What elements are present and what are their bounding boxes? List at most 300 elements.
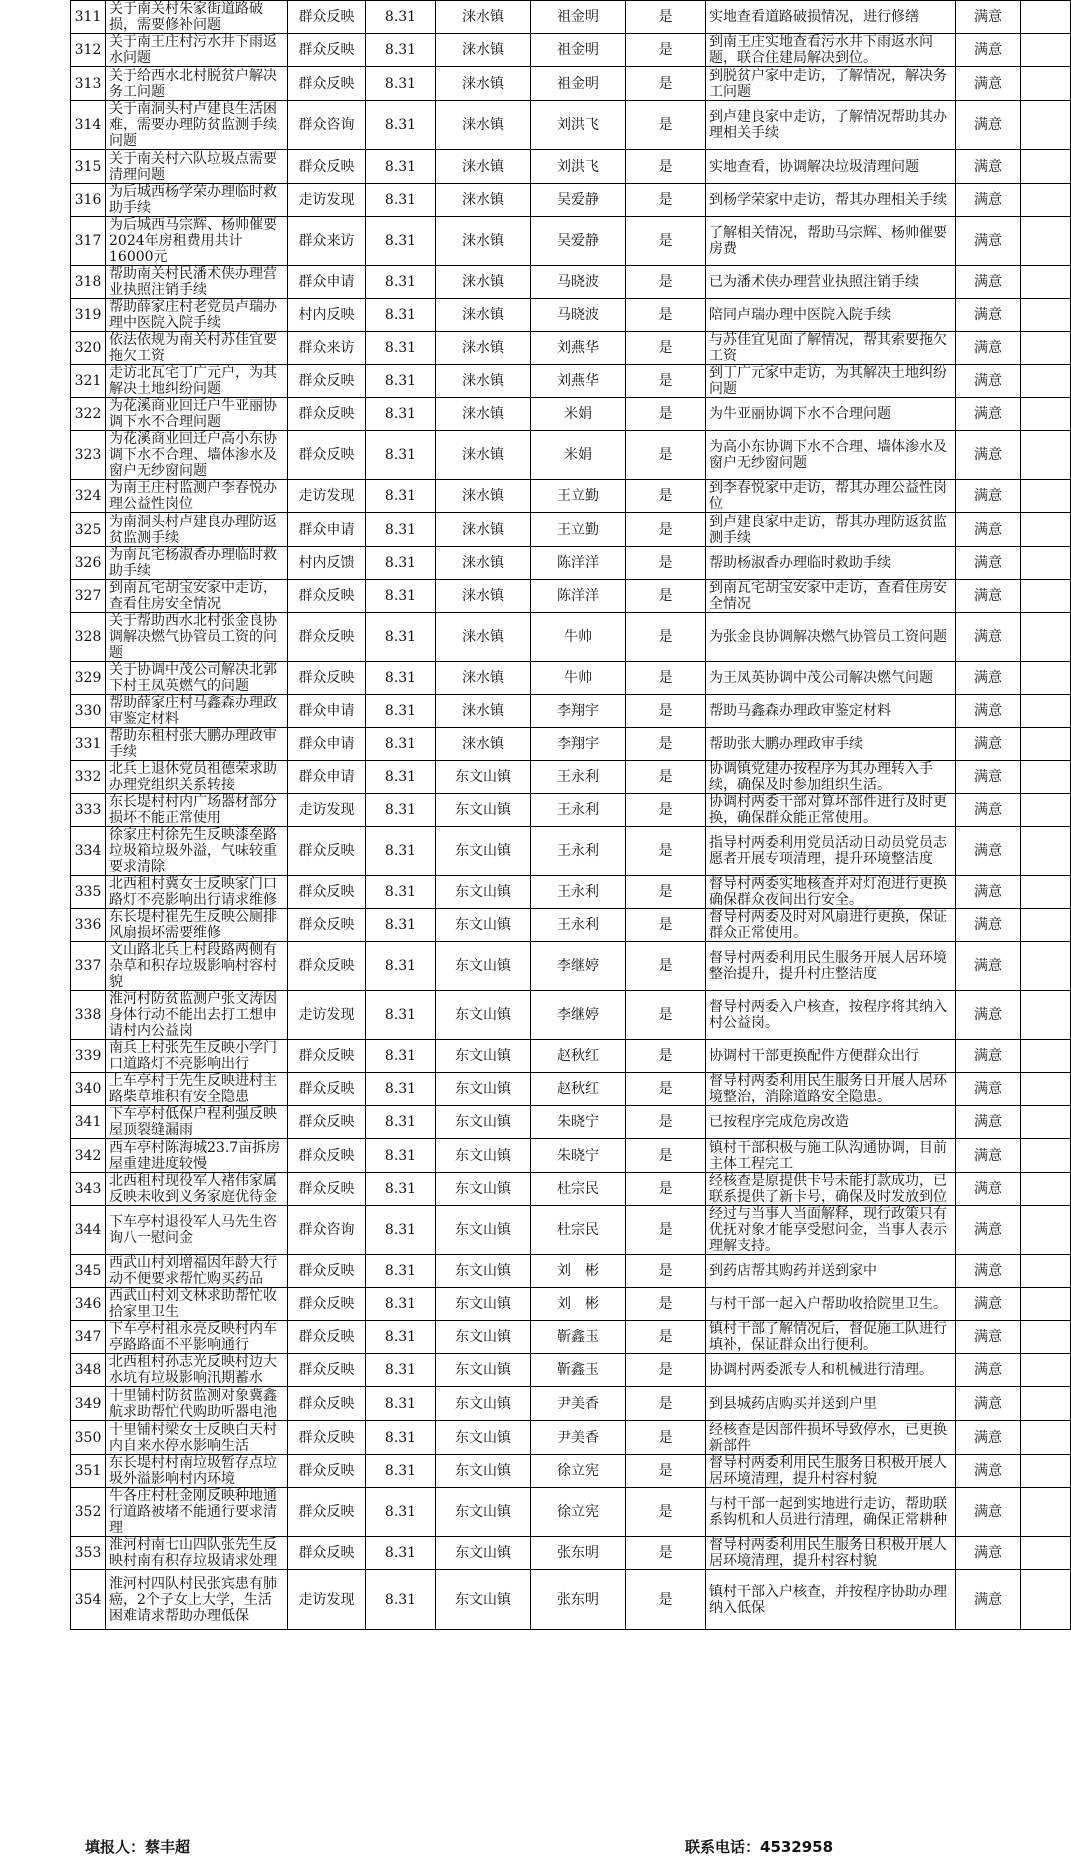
row-matter: 帮助东租村张大鹏办理政审手续 (106, 728, 288, 761)
row-result: 满意 (956, 480, 1021, 513)
row-matter: 淮河村四队村民张宾患有肺癌，2个子女上大学，生活困难请求帮助办理低保 (106, 1570, 288, 1630)
table-row (71, 1, 1071, 34)
row-result: 满意 (956, 1570, 1021, 1630)
row-matter: 北西租村现役军人褚伟家属反映未收到义务家庭优待金 (106, 1173, 288, 1206)
row-town: 涞水镇 (436, 266, 531, 299)
row-result: 满意 (956, 942, 1021, 991)
row-number: 349 (71, 1387, 106, 1421)
row-result: 满意 (956, 1387, 1021, 1421)
row-action: 与村干部一起到实地进行走访，帮助联系钩机和人员进行清理，确保正常耕种 (706, 1488, 956, 1537)
row-handler: 李翔宇 (531, 695, 626, 728)
row-town: 涞水镇 (436, 398, 531, 431)
row-resolved-flag: 是 (626, 827, 706, 876)
row-action: 为牛亚丽协调下水不合理问题 (706, 398, 956, 431)
row-matter: 西车亭村陈海城23.7亩拆房屋重建进度较慢 (106, 1139, 288, 1173)
row-result: 满意 (956, 1139, 1021, 1173)
row-blank-cell (1021, 217, 1071, 266)
row-date: 8.31 (366, 1206, 436, 1255)
row-result: 满意 (956, 1288, 1021, 1321)
row-source-type: 群众反映 (288, 1354, 366, 1387)
row-action: 到县城药店购买并送到户里 (706, 1387, 956, 1421)
row-date: 8.31 (366, 365, 436, 398)
row-handler: 王永利 (531, 794, 626, 827)
row-blank-cell (1021, 1173, 1071, 1206)
row-town: 涞水镇 (436, 728, 531, 761)
row-action: 指导村两委利用党员活动日动员党员志愿者开展专项清理，提升环境整洁度 (706, 827, 956, 876)
table-row (71, 1173, 1071, 1206)
row-resolved-flag: 是 (626, 299, 706, 332)
row-resolved-flag: 是 (626, 909, 706, 942)
row-number: 339 (71, 1040, 106, 1073)
row-blank-cell (1021, 398, 1071, 431)
row-resolved-flag: 是 (626, 332, 706, 365)
row-town: 东文山镇 (436, 1537, 531, 1570)
row-blank-cell (1021, 1455, 1071, 1488)
row-number: 319 (71, 299, 106, 332)
row-date: 8.31 (366, 1570, 436, 1630)
table-row (71, 1570, 1071, 1630)
row-source-type: 群众反映 (288, 1073, 366, 1106)
row-resolved-flag: 是 (626, 1288, 706, 1321)
row-blank-cell (1021, 299, 1071, 332)
row-blank-cell (1021, 662, 1071, 695)
row-action: 协调镇党建办按程序为其办理转入手续，确保及时参加组织生活。 (706, 761, 956, 794)
row-resolved-flag: 是 (626, 67, 706, 101)
row-result: 满意 (956, 794, 1021, 827)
row-number: 328 (71, 613, 106, 662)
table-row (71, 150, 1071, 184)
row-action: 已按程序完成危房改造 (706, 1106, 956, 1139)
row-blank-cell (1021, 1255, 1071, 1288)
row-matter: 北兵上退休党员祖德荣求助办理党组织关系转接 (106, 761, 288, 794)
row-result: 满意 (956, 1073, 1021, 1106)
row-matter: 东长堤村村南垃圾暂存点垃圾外溢影响村内环境 (106, 1455, 288, 1488)
row-source-type: 走访发现 (288, 1570, 366, 1630)
row-resolved-flag: 是 (626, 101, 706, 150)
row-town: 东文山镇 (436, 827, 531, 876)
row-source-type: 群众反映 (288, 1387, 366, 1421)
contact-phone: 联系电话：4532958 (685, 1838, 834, 1856)
row-source-type: 群众反映 (288, 1, 366, 34)
row-number: 322 (71, 398, 106, 431)
row-result: 满意 (956, 728, 1021, 761)
row-number: 323 (71, 431, 106, 480)
table-row (71, 728, 1071, 761)
row-resolved-flag: 是 (626, 1, 706, 34)
row-blank-cell (1021, 1387, 1071, 1421)
row-blank-cell (1021, 1, 1071, 34)
row-source-type: 群众反映 (288, 1488, 366, 1537)
row-handler: 王永利 (531, 827, 626, 876)
row-action: 督导村两委利用民生服务日积极开展人居环境清理，提升村容村貌 (706, 1537, 956, 1570)
row-blank-cell (1021, 480, 1071, 513)
row-matter: 关于给西水北村脱贫户解决务工问题 (106, 67, 288, 101)
table-row (71, 1206, 1071, 1255)
row-number: 324 (71, 480, 106, 513)
table-row (71, 580, 1071, 613)
row-action: 镇村干部入户核查，并按程序协助办理纳入低保 (706, 1570, 956, 1630)
row-resolved-flag: 是 (626, 1537, 706, 1570)
row-matter: 淮河村防贫监测户张文涛因身体行动不能出去打工想申请村内公益岗 (106, 991, 288, 1040)
table-row (71, 34, 1071, 67)
row-matter: 为后城西马宗辉、杨帅催要2024年房租费用共计16000元 (106, 217, 288, 266)
row-handler: 王立勤 (531, 513, 626, 547)
row-matter: 东长堤村村内广场器材部分损坏不能正常使用 (106, 794, 288, 827)
row-date: 8.31 (366, 1354, 436, 1387)
row-resolved-flag: 是 (626, 942, 706, 991)
row-source-type: 群众反映 (288, 431, 366, 480)
row-action: 协调村两委派专人和机械进行清理。 (706, 1354, 956, 1387)
row-action: 与村干部一起入户帮助收拾院里卫生。 (706, 1288, 956, 1321)
row-number: 327 (71, 580, 106, 613)
row-number: 326 (71, 547, 106, 580)
row-handler: 米娟 (531, 431, 626, 480)
table-row (71, 1139, 1071, 1173)
row-blank-cell (1021, 1354, 1071, 1387)
row-blank-cell (1021, 67, 1071, 101)
row-town: 东文山镇 (436, 794, 531, 827)
row-resolved-flag: 是 (626, 1455, 706, 1488)
row-source-type: 群众咨询 (288, 1206, 366, 1255)
row-blank-cell (1021, 827, 1071, 876)
table-row (71, 398, 1071, 431)
row-blank-cell (1021, 1106, 1071, 1139)
row-number: 333 (71, 794, 106, 827)
row-number: 351 (71, 1455, 106, 1488)
row-town: 东文山镇 (436, 1321, 531, 1354)
row-result: 满意 (956, 1488, 1021, 1537)
row-source-type: 村内反映 (288, 299, 366, 332)
table-row (71, 876, 1071, 909)
row-action: 经过与当事人当面解释，现行政策只有优抚对象才能享受慰问金，当事人表示理解支持。 (706, 1206, 956, 1255)
row-handler: 刘 彬 (531, 1255, 626, 1288)
table-row (71, 266, 1071, 299)
table-row (71, 1106, 1071, 1139)
row-town: 东文山镇 (436, 1139, 531, 1173)
row-date: 8.31 (366, 1139, 436, 1173)
row-handler: 刘燕华 (531, 365, 626, 398)
row-town: 东文山镇 (436, 1040, 531, 1073)
row-source-type: 群众申请 (288, 266, 366, 299)
row-source-type: 群众反映 (288, 942, 366, 991)
table-row (71, 547, 1071, 580)
row-handler: 徐立宪 (531, 1488, 626, 1537)
row-resolved-flag: 是 (626, 1073, 706, 1106)
row-date: 8.31 (366, 101, 436, 150)
row-number: 316 (71, 184, 106, 217)
row-action: 到李春悦家中走访，帮其办理公益性岗位 (706, 480, 956, 513)
row-town: 涞水镇 (436, 662, 531, 695)
row-source-type: 群众反映 (288, 876, 366, 909)
row-number: 352 (71, 1488, 106, 1537)
row-town: 东文山镇 (436, 1570, 531, 1630)
row-handler: 祖金明 (531, 1, 626, 34)
row-matter: 为花溪商业回迁户牛亚丽协调下水不合理问题 (106, 398, 288, 431)
row-result: 满意 (956, 991, 1021, 1040)
table-body (71, 1, 1071, 1630)
row-result: 满意 (956, 150, 1021, 184)
row-source-type: 群众反映 (288, 1455, 366, 1488)
row-blank-cell (1021, 1073, 1071, 1106)
row-matter: 南兵上村张先生反映小学门口道路灯不亮影响出行 (106, 1040, 288, 1073)
row-action: 督导村两委利用民生服务开展人居环境整治提升，提升村庄整洁度 (706, 942, 956, 991)
table-row (71, 1421, 1071, 1455)
row-handler: 马晓波 (531, 266, 626, 299)
row-town: 涞水镇 (436, 580, 531, 613)
row-result: 满意 (956, 398, 1021, 431)
row-action: 到南瓦宅胡宝安家中走访，查看住房安全情况 (706, 580, 956, 613)
row-handler: 王立勤 (531, 480, 626, 513)
row-source-type: 走访发现 (288, 794, 366, 827)
row-town: 涞水镇 (436, 332, 531, 365)
row-blank-cell (1021, 101, 1071, 150)
row-matter: 关于南关村六队垃圾点需要清理问题 (106, 150, 288, 184)
row-result: 满意 (956, 266, 1021, 299)
row-date: 8.31 (366, 1537, 436, 1570)
row-matter: 关于南关村朱家街道路破损，需要修补问题 (106, 1, 288, 34)
row-date: 8.31 (366, 1106, 436, 1139)
row-action: 到卢建良家中走访，帮其办理防返贫监测手续 (706, 513, 956, 547)
row-blank-cell (1021, 1040, 1071, 1073)
row-handler: 李翔宇 (531, 728, 626, 761)
row-number: 311 (71, 1, 106, 34)
row-source-type: 走访发现 (288, 991, 366, 1040)
row-action: 到脱贫户家中走访，了解情况，解决务工问题 (706, 67, 956, 101)
row-matter: 关于南王庄村污水井下雨返水问题 (106, 34, 288, 67)
row-source-type: 走访发现 (288, 184, 366, 217)
row-resolved-flag: 是 (626, 34, 706, 67)
row-handler: 王永利 (531, 876, 626, 909)
row-town: 东文山镇 (436, 1288, 531, 1321)
table-row (71, 695, 1071, 728)
row-handler: 徐立宪 (531, 1455, 626, 1488)
row-handler: 刘洪飞 (531, 150, 626, 184)
row-resolved-flag: 是 (626, 480, 706, 513)
row-action: 陪同卢瑞办理中医院入院手续 (706, 299, 956, 332)
row-action: 督导村两委及时对风扇进行更换，保证群众正常使用。 (706, 909, 956, 942)
row-town: 东文山镇 (436, 1206, 531, 1255)
row-handler: 吴爱静 (531, 184, 626, 217)
row-source-type: 群众反映 (288, 34, 366, 67)
row-resolved-flag: 是 (626, 217, 706, 266)
row-handler: 靳鑫玉 (531, 1321, 626, 1354)
row-number: 325 (71, 513, 106, 547)
row-blank-cell (1021, 150, 1071, 184)
row-date: 8.31 (366, 942, 436, 991)
row-resolved-flag: 是 (626, 431, 706, 480)
table-row (71, 761, 1071, 794)
row-handler: 祖金明 (531, 34, 626, 67)
row-handler: 刘燕华 (531, 332, 626, 365)
table-row (71, 1455, 1071, 1488)
row-handler: 李继婷 (531, 942, 626, 991)
row-resolved-flag: 是 (626, 1421, 706, 1455)
row-date: 8.31 (366, 299, 436, 332)
row-resolved-flag: 是 (626, 794, 706, 827)
table-row (71, 184, 1071, 217)
casework-table (70, 0, 1071, 1630)
row-resolved-flag: 是 (626, 1321, 706, 1354)
row-blank-cell (1021, 613, 1071, 662)
row-result: 满意 (956, 184, 1021, 217)
row-source-type: 群众反映 (288, 1537, 366, 1570)
row-matter: 帮助南关村民潘术侠办理营业执照注销手续 (106, 266, 288, 299)
row-action: 协调村两委干部对算坏部件进行及时更换，确保群众能正常使用。 (706, 794, 956, 827)
row-town: 东文山镇 (436, 761, 531, 794)
row-resolved-flag: 是 (626, 613, 706, 662)
row-date: 8.31 (366, 909, 436, 942)
row-resolved-flag: 是 (626, 991, 706, 1040)
row-blank-cell (1021, 431, 1071, 480)
row-resolved-flag: 是 (626, 547, 706, 580)
row-matter: 为南瓦宅杨淑香办理临时救助手续 (106, 547, 288, 580)
row-handler: 王永利 (531, 909, 626, 942)
row-result: 满意 (956, 662, 1021, 695)
row-number: 329 (71, 662, 106, 695)
row-action: 到南王庄实地查看污水井下雨返水问题，联合住建局解决到位。 (706, 34, 956, 67)
row-town: 东文山镇 (436, 909, 531, 942)
reporter-label: 填报人：蔡丰超 (85, 1838, 191, 1856)
row-result: 满意 (956, 1173, 1021, 1206)
row-date: 8.31 (366, 728, 436, 761)
row-result: 满意 (956, 761, 1021, 794)
row-source-type: 群众反映 (288, 909, 366, 942)
row-number: 336 (71, 909, 106, 942)
row-matter: 西武山村刘增福因年龄大行动不便要求帮忙购买药品 (106, 1255, 288, 1288)
row-handler: 米娟 (531, 398, 626, 431)
row-source-type: 群众反映 (288, 1139, 366, 1173)
row-number: 343 (71, 1173, 106, 1206)
row-date: 8.31 (366, 1387, 436, 1421)
row-date: 8.31 (366, 1255, 436, 1288)
row-resolved-flag: 是 (626, 1488, 706, 1537)
row-result: 满意 (956, 299, 1021, 332)
row-source-type: 群众申请 (288, 695, 366, 728)
row-blank-cell (1021, 1321, 1071, 1354)
row-town: 东文山镇 (436, 1106, 531, 1139)
row-source-type: 群众反映 (288, 365, 366, 398)
row-town: 东文山镇 (436, 1421, 531, 1455)
row-town: 涞水镇 (436, 513, 531, 547)
row-blank-cell (1021, 580, 1071, 613)
table-row (71, 1255, 1071, 1288)
row-matter: 帮助薛家庄村马鑫森办理政审鉴定材料 (106, 695, 288, 728)
table-row (71, 909, 1071, 942)
row-source-type: 群众反映 (288, 398, 366, 431)
row-date: 8.31 (366, 794, 436, 827)
row-resolved-flag: 是 (626, 513, 706, 547)
row-source-type: 群众反映 (288, 580, 366, 613)
row-town: 东文山镇 (436, 991, 531, 1040)
row-number: 317 (71, 217, 106, 266)
row-number: 334 (71, 827, 106, 876)
row-handler: 牛帅 (531, 662, 626, 695)
row-matter: 为南王庄村监测户李春悦办理公益性岗位 (106, 480, 288, 513)
row-town: 东文山镇 (436, 942, 531, 991)
row-blank-cell (1021, 513, 1071, 547)
row-action: 经核查是原提供卡号未能打款成功，已联系提供了新卡号，确保及时发放到位 (706, 1173, 956, 1206)
row-result: 满意 (956, 217, 1021, 266)
table-row (71, 67, 1071, 101)
row-number: 345 (71, 1255, 106, 1288)
row-blank-cell (1021, 365, 1071, 398)
row-source-type: 群众反映 (288, 1321, 366, 1354)
row-town: 涞水镇 (436, 184, 531, 217)
row-handler: 杜宗民 (531, 1206, 626, 1255)
row-town: 涞水镇 (436, 217, 531, 266)
row-number: 341 (71, 1106, 106, 1139)
table-row (71, 101, 1071, 150)
row-date: 8.31 (366, 1421, 436, 1455)
row-handler: 赵秋红 (531, 1040, 626, 1073)
row-source-type: 群众申请 (288, 513, 366, 547)
row-result: 满意 (956, 613, 1021, 662)
row-handler: 祖金明 (531, 67, 626, 101)
row-date: 8.31 (366, 827, 436, 876)
row-blank-cell (1021, 184, 1071, 217)
row-resolved-flag: 是 (626, 150, 706, 184)
row-number: 344 (71, 1206, 106, 1255)
row-handler: 赵秋红 (531, 1073, 626, 1106)
row-source-type: 群众反映 (288, 613, 366, 662)
row-matter: 为南洞头村卢建良办理防返贫监测手续 (106, 513, 288, 547)
row-matter: 为花溪商业回迁户高小东协调下水不合理、墙体渗水及窗户无纱窗问题 (106, 431, 288, 480)
row-blank-cell (1021, 1206, 1071, 1255)
row-result: 满意 (956, 909, 1021, 942)
row-resolved-flag: 是 (626, 398, 706, 431)
row-town: 东文山镇 (436, 1073, 531, 1106)
row-action: 镇村干部了解情况后，督促施工队进行填补，保证群众出行便利。 (706, 1321, 956, 1354)
row-number: 330 (71, 695, 106, 728)
row-number: 340 (71, 1073, 106, 1106)
row-blank-cell (1021, 991, 1071, 1040)
row-matter: 关于南洞头村卢建良生活困难，需要办理防贫监测手续问题 (106, 101, 288, 150)
row-action: 到药店帮其购药并送到家中 (706, 1255, 956, 1288)
row-matter: 北西租村冀女士反映家门口路灯不亮影响出行请求维修 (106, 876, 288, 909)
row-town: 涞水镇 (436, 480, 531, 513)
row-number: 347 (71, 1321, 106, 1354)
row-blank-cell (1021, 266, 1071, 299)
row-action: 帮助杨淑香办理临时救助手续 (706, 547, 956, 580)
row-number: 337 (71, 942, 106, 991)
row-town: 东文山镇 (436, 1255, 531, 1288)
row-result: 满意 (956, 67, 1021, 101)
row-number: 342 (71, 1139, 106, 1173)
row-result: 满意 (956, 1255, 1021, 1288)
row-town: 涞水镇 (436, 365, 531, 398)
row-number: 338 (71, 991, 106, 1040)
row-town: 东文山镇 (436, 1173, 531, 1206)
row-date: 8.31 (366, 266, 436, 299)
table-row (71, 827, 1071, 876)
row-town: 涞水镇 (436, 150, 531, 184)
table-row (71, 942, 1071, 991)
row-resolved-flag: 是 (626, 761, 706, 794)
row-result: 满意 (956, 580, 1021, 613)
row-action: 到卢建良家中走访，了解情况帮助其办理相关手续 (706, 101, 956, 150)
row-date: 8.31 (366, 1455, 436, 1488)
row-action: 实地查看，协调解决垃圾清理问题 (706, 150, 956, 184)
row-result: 满意 (956, 876, 1021, 909)
row-resolved-flag: 是 (626, 1570, 706, 1630)
row-source-type: 群众反映 (288, 827, 366, 876)
table-row (71, 613, 1071, 662)
row-handler: 王永利 (531, 761, 626, 794)
row-matter: 文山路北兵上村段路两侧有杂草和积存垃圾影响村容村貌 (106, 942, 288, 991)
table-row (71, 1488, 1071, 1537)
table-row (71, 513, 1071, 547)
row-action: 镇村干部积极与施工队沟通协调，目前主体工程完工 (706, 1139, 956, 1173)
